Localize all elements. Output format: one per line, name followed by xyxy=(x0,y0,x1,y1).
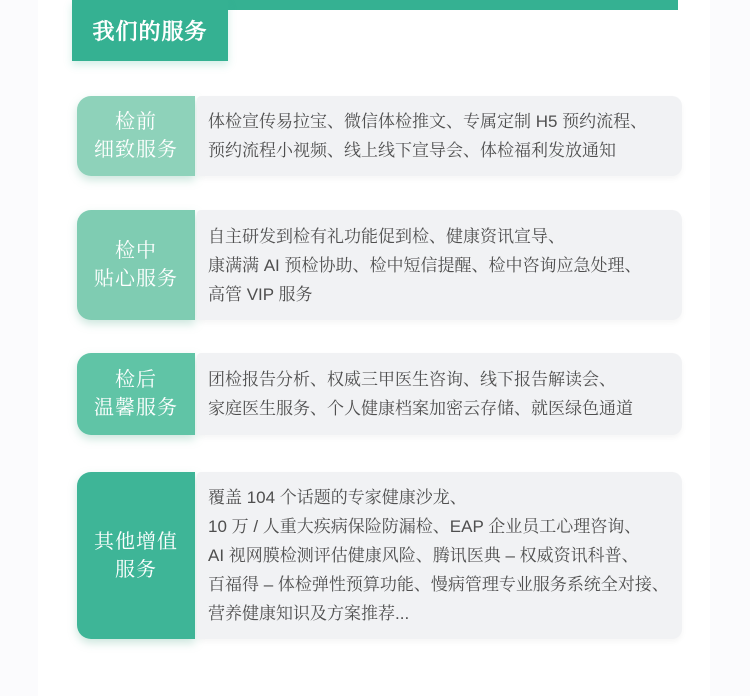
service-label-value-added xyxy=(77,472,195,639)
service-label-line: 温馨服务 xyxy=(94,397,178,419)
service-content-pre-check xyxy=(197,96,682,176)
service-label-line: 检前 xyxy=(115,111,157,133)
page-title: 我们的服务 xyxy=(72,0,228,61)
service-content-line: 覆盖 104 个话题的专家健康沙龙、 xyxy=(208,488,467,507)
service-content-line: 预约流程小视频、线上线下宣导会、体检福利发放通知 xyxy=(208,141,616,160)
service-content-line: 康满满 AI 预检协助、检中短信提醒、检中咨询应急处理、 xyxy=(208,255,642,275)
service-card-value-added xyxy=(77,472,682,639)
service-content-during-check xyxy=(197,210,682,320)
service-label-line: 其他增值 xyxy=(94,530,178,553)
service-content-line: 百福得 – 体检弹性预算功能、慢病管理专业服务系统全对接、 xyxy=(208,575,669,594)
service-label-line: 检中 xyxy=(115,240,157,262)
service-content-post-check xyxy=(197,353,682,435)
service-label-line: 细致服务 xyxy=(94,139,178,161)
service-card-pre-check xyxy=(77,96,682,176)
service-content-line: 体检宣传易拉宝、微信体检推文、专属定制 H5 预约流程、 xyxy=(208,112,648,131)
service-card-post-check xyxy=(77,353,682,435)
service-content-line: 高管 VIP 服务 xyxy=(208,284,313,304)
service-label-line: 服务 xyxy=(115,558,157,581)
service-content-line: 自主研发到检有礼功能促到检、健康资讯宣导、 xyxy=(208,226,565,246)
service-label-post-check xyxy=(77,353,195,435)
service-content-line: 10 万 / 人重大疾病保险防漏检、EAP 企业员工心理咨询、 xyxy=(208,517,642,536)
service-label-pre-check xyxy=(77,96,195,176)
service-content-line: AI 视网膜检测评估健康风险、腾讯医典 – 权威资讯科普、 xyxy=(208,546,639,565)
service-content-line: 营养健康知识及方案推荐... xyxy=(208,604,410,623)
service-card-during-check xyxy=(77,210,682,320)
service-label-line: 贴心服务 xyxy=(94,268,178,290)
service-label-line: 检后 xyxy=(115,369,157,391)
service-content-line: 团检报告分析、权威三甲医生咨询、线下报告解读会、 xyxy=(208,370,616,389)
service-content-value-added xyxy=(197,472,682,639)
service-label-during-check xyxy=(77,210,195,320)
service-content-line: 家庭医生服务、个人健康档案加密云存储、就医绿色通道 xyxy=(208,399,633,418)
